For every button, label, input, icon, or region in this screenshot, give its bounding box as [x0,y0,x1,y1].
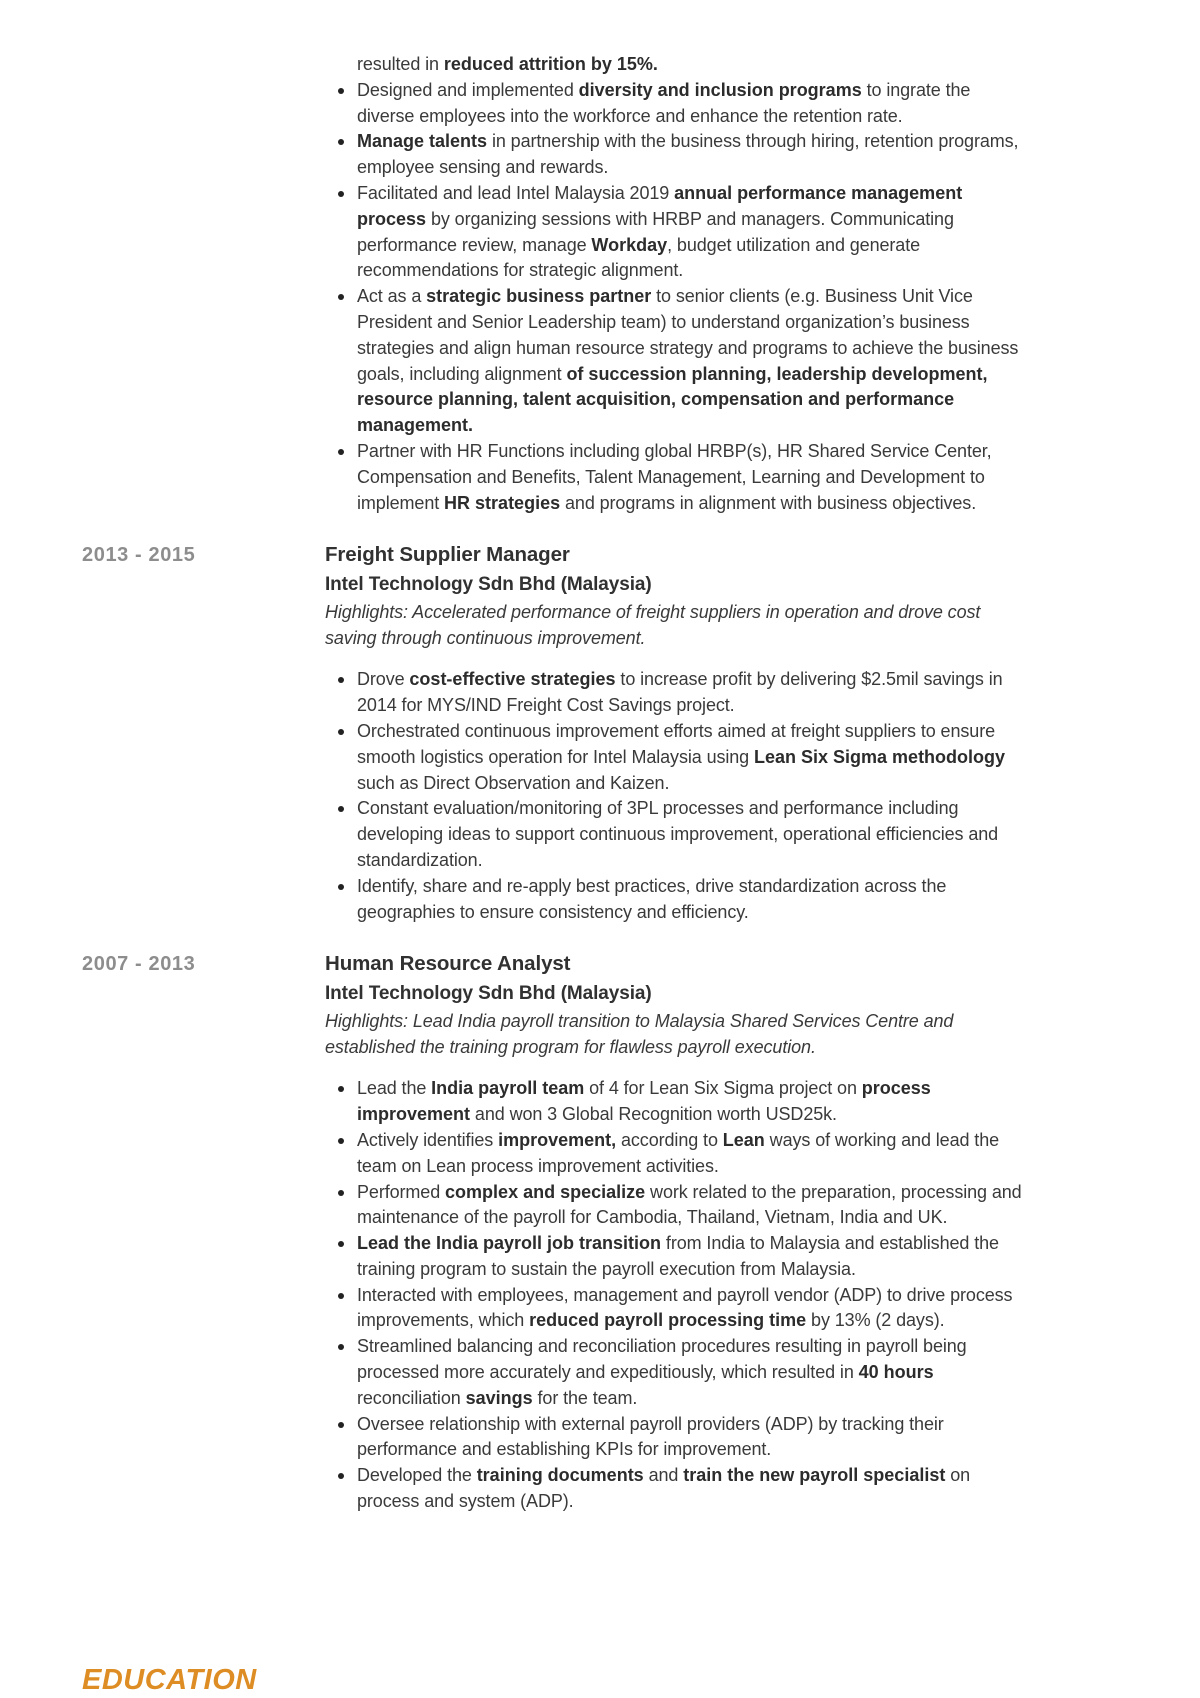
job-period: 2013 - 2015 [82,544,196,567]
bullet-item [325,1128,1030,1180]
bullet-dot-icon [338,1344,344,1350]
bullet-text: Orchestrated continuous improvement efforts aimed at freight suppliers to ensure smooth logistics operation for Intel Malaysia using Lean Six Sigma methodology such as Direct Observation and Kaizen. [357,720,1006,793]
bullet-item [325,1334,1030,1411]
bullet-item [325,78,1030,130]
job-entry [82,951,1030,1515]
continuation-line: resulted in reduced attrition by 15%. [357,54,658,74]
bullet-text: Constant evaluation/monitoring of 3PL processes and performance including developing ideas to support continuous improvement, operational efficiencies and standardization. [357,798,999,870]
bullet-item [325,1076,1030,1128]
bullet-text: Oversee relationship with external payroll providers (ADP) by tracking their performance and establishing KPIs for improvement. [357,1413,944,1460]
bullet-dot-icon [338,806,344,812]
job-bullets [325,667,1030,925]
bullet-text: Performed complex and specialize work related to the preparation, processing and maintenance of the payroll for Cambodia, Thailand, Vietnam, India and UK. [357,1181,1022,1228]
bullet-dot-icon [338,1086,344,1092]
bullet-text: Drove cost-effective strategies to increase profit by delivering $2.5mil savings in 2014 for MYS/IND Freight Cost Savings project. [357,669,1003,716]
bullet-dot-icon [338,88,344,94]
bullet-item [325,181,1030,284]
bullet-item [325,874,1030,926]
bullet-item [325,1463,1030,1515]
bullet-dot-icon [338,191,344,197]
experience-section [82,52,1030,1515]
bullet-item [325,1283,1030,1335]
bullet-item [325,439,1030,516]
bullet-dot-icon [338,1422,344,1428]
job-company: Intel Technology Sdn Bhd (Malaysia) [325,574,652,596]
bullet-dot-icon [338,677,344,683]
job-bullets [325,1076,1030,1515]
bullet-item [325,129,1030,181]
bullet-item [325,284,1030,439]
bullet-dot-icon [338,884,344,890]
job-title: Human Resource Analyst [325,952,571,976]
bullet-text: Lead the India payroll team of 4 for Lean Six Sigma project on process improvement and won 3 Global Recognition worth USD25k. [357,1078,931,1125]
job-title: Freight Supplier Manager [325,543,570,567]
bullet-item [325,1412,1030,1464]
bullet-text: Act as a strategic business partner to senior clients (e.g. Business Unit Vice President and Senior Leadership team) to understand organization’s business strategies and align human resource strategy and programs to achieve the business goals, including alignment of succession planning, leadership development, resource planning, talent acquisition, compensation and performance management. [357,286,1019,436]
education-heading: EDUCATION [82,1663,257,1696]
job-content [325,542,1030,925]
education-section-divider [82,1665,1118,1698]
bullet-text: Manage talents in partnership with the business through hiring, retention programs, employee sensing and rewards. [357,131,1019,178]
bullet-dot-icon [338,1241,344,1247]
bullet-text: Developed the training documents and train the new payroll specialist on process and system (ADP). [357,1465,971,1512]
job-content [325,951,1030,1515]
bullet-dot-icon [338,1473,344,1479]
bullet-dot-icon [338,1190,344,1196]
bullet-text: Facilitated and lead Intel Malaysia 2019 annual performance management process by organizing sessions with HRBP and managers. Communicating performance review, manage Workday, budget utilization and generate recommendations for strategic alignment. [357,182,963,281]
bullet-item [325,796,1030,873]
bullet-text: Identify, share and re-apply best practices, drive standardization across the geographies to ensure consistency and efficiency. [357,875,947,922]
partial-entry-content [325,52,1030,516]
partial-entry-bullets [325,78,1030,517]
job-period: 2007 - 2013 [82,953,196,976]
partial-entry-date-spacer [82,52,325,54]
bullet-dot-icon [338,729,344,735]
bullet-text: Streamlined balancing and reconciliation procedures resulting in payroll being processed more accurately and expeditiously, which resulted in 40 hours reconciliation savings for the team. [357,1336,967,1408]
bullet-text: Actively identifies improvement, according to Lean ways of working and lead the team on Lean process improvement activities. [357,1129,1000,1176]
bullet-dot-icon [338,139,344,145]
bullet-dot-icon [338,1293,344,1299]
job-highlights: Highlights: Lead India payroll transition to Malaysia Shared Services Centre and established the training program for flawless payroll execution. [325,1011,954,1058]
partial-entry [82,52,1030,516]
bullet-dot-icon [338,449,344,455]
bullet-text: Designed and implemented diversity and inclusion programs to ingrate the diverse employees into the workforce and enhance the retention rate. [357,79,971,126]
bullet-text: Interacted with employees, management and payroll vendor (ADP) to drive process improvements, which reduced payroll processing time by 13% (2 days). [357,1284,1013,1331]
jobs [82,542,1030,1515]
bullet-item [325,667,1030,719]
job-company: Intel Technology Sdn Bhd (Malaysia) [325,983,652,1005]
job-entry [82,542,1030,925]
bullet-text: Partner with HR Functions including global HRBP(s), HR Shared Service Center, Compensation and Benefits, Talent Management, Learning and Development to implement HR strategies and programs in alignment with business objectives. [357,440,992,513]
bullet-dot-icon [338,294,344,300]
bullet-item [325,1180,1030,1232]
bullet-dot-icon [338,1138,344,1144]
job-highlights: Highlights: Accelerated performance of freight suppliers in operation and drove cost saving through continuous improvement. [325,602,981,649]
bullet-item [325,719,1030,796]
bullet-text: Lead the India payroll job transition from India to Malaysia and established the training program to sustain the payroll execution from Malaysia. [357,1233,999,1279]
bullet-item [325,1231,1030,1283]
